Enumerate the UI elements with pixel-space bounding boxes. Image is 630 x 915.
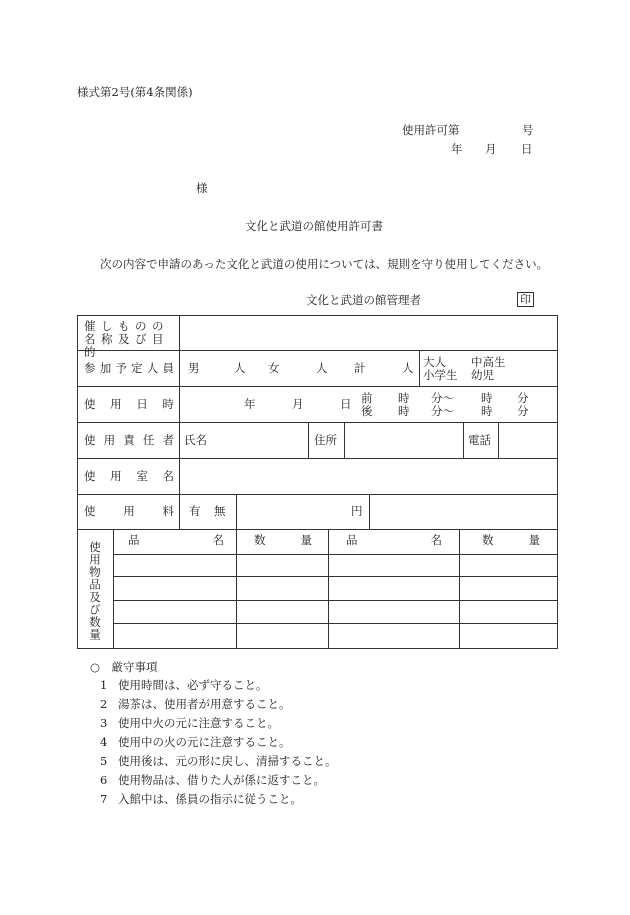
items-label: 使用物品及び数量 xyxy=(88,541,102,641)
name-divider xyxy=(308,422,309,458)
document-title: 文化と武道の館使用許可書 xyxy=(245,219,383,233)
addressee-suffix: 様 xyxy=(196,181,208,195)
phone-label: 電話 xyxy=(468,433,491,447)
intro-text: 次の内容で申請のあった文化と武道の使用については、規則を守り使用してください。 xyxy=(100,257,549,271)
items-row-divider xyxy=(113,623,557,624)
issuer: 文化と武道の館管理者 xyxy=(306,293,421,307)
hour-label: 時 xyxy=(481,391,493,405)
fee-yesno-divider xyxy=(236,494,237,529)
row-divider xyxy=(78,386,557,387)
rule-text: 使用時間は、必ず守ること。 xyxy=(118,678,268,692)
seal-label: 印 xyxy=(517,292,534,307)
rule-item: 6 使用物品は、借りた人が係に返すこと。 xyxy=(100,773,325,787)
items-col-divider xyxy=(236,529,237,648)
row-divider xyxy=(78,458,557,459)
male-label: 男 xyxy=(188,361,200,375)
rule-item: 5 使用後は、元の形に戻し、清掃すること。 xyxy=(100,754,337,768)
fee-yen-divider xyxy=(369,494,370,529)
female-label: 女 xyxy=(268,361,280,375)
room-label: 使 用 室 名 xyxy=(84,469,174,483)
address-label-divider xyxy=(344,422,345,458)
middle-high-label: 中高生 xyxy=(471,355,506,369)
rule-text: 使用物品は、借りた人が係に返すこと。 xyxy=(118,773,325,787)
event-label: 催しものの名称及び目的 xyxy=(84,319,169,359)
name-label: 氏名 xyxy=(184,433,207,447)
am-label: 前 xyxy=(361,391,373,405)
minute-from-label: 分〜 xyxy=(431,391,454,405)
minute-label: 分 xyxy=(517,391,529,405)
attendees-label: 参 加 予 定 人 員 xyxy=(84,361,174,375)
items-row-divider xyxy=(113,600,557,601)
row-divider xyxy=(78,529,557,530)
items-col-qty: 数 量 xyxy=(482,533,540,547)
rule-text: 使用中火の元に注意すること。 xyxy=(118,716,279,730)
fee-no: 無 xyxy=(214,504,226,518)
adult-label: 大人 xyxy=(423,355,446,369)
minute-from-label: 分〜 xyxy=(431,404,454,418)
items-row-divider xyxy=(113,554,557,555)
rule-text: 使用中の火の元に注意すること。 xyxy=(118,735,291,749)
rule-item: 1 使用時間は、必ず守ること。 xyxy=(100,678,268,692)
elementary-label: 小学生 xyxy=(423,368,458,382)
hour-label: 時 xyxy=(481,404,493,418)
form-number: 様式第2号(第4条関係) xyxy=(77,85,193,99)
date-day: 日 xyxy=(340,397,352,411)
total-label: 計 xyxy=(354,361,366,375)
infant-label: 幼児 xyxy=(471,368,494,382)
pm-label: 後 xyxy=(361,404,373,418)
row-divider xyxy=(78,422,557,423)
permit-year: 年 xyxy=(451,142,463,156)
date-month: 月 xyxy=(292,397,304,411)
address-divider xyxy=(463,422,464,458)
fee-yes: 有 xyxy=(189,504,201,518)
person-unit: 人 xyxy=(316,361,328,375)
rule-item: 3 使用中火の元に注意すること。 xyxy=(100,716,279,730)
rule-item: 2 湯茶は、使用者が用意すること。 xyxy=(100,697,291,711)
person-unit: 人 xyxy=(234,361,246,375)
permit-form-table xyxy=(77,315,558,649)
fee-yen: 円 xyxy=(351,504,363,518)
row-divider xyxy=(78,494,557,495)
hour-label: 時 xyxy=(398,404,410,418)
items-col-divider xyxy=(328,529,329,648)
rule-item: 7 入館中は、係員の指示に従うこと。 xyxy=(100,792,302,806)
rule-item: 4 使用中の火の元に注意すること。 xyxy=(100,735,291,749)
rules-header: ○ 厳守事項 xyxy=(90,660,158,674)
datetime-label: 使 用 日 時 xyxy=(84,397,174,411)
responsible-label: 使 用 責 任 者 xyxy=(84,433,174,447)
items-col-item: 品 名 xyxy=(346,533,442,547)
items-col-item: 品 名 xyxy=(128,533,224,547)
rule-text: 湯茶は、使用者が用意すること。 xyxy=(118,697,291,711)
items-label-divider xyxy=(113,529,114,648)
hour-label: 時 xyxy=(398,391,410,405)
phone-label-divider xyxy=(498,422,499,458)
permit-number-suffix: 号 xyxy=(522,123,534,137)
rule-text: 入館中は、係員の指示に従うこと。 xyxy=(118,792,302,806)
seal-mark xyxy=(517,291,534,307)
person-unit: 人 xyxy=(402,361,414,375)
rule-text: 使用後は、元の形に戻し、清掃すること。 xyxy=(118,754,337,768)
date-year: 年 xyxy=(244,397,256,411)
permit-number-prefix: 使用許可第 xyxy=(402,123,460,137)
minute-label: 分 xyxy=(517,404,529,418)
items-row-divider xyxy=(113,576,557,577)
attendee-divider xyxy=(419,350,420,386)
label-col-divider xyxy=(179,316,180,529)
fee-label: 使 用 料 xyxy=(84,504,174,518)
items-col-qty: 数 量 xyxy=(254,533,312,547)
permit-month: 月 xyxy=(485,142,497,156)
permit-day: 日 xyxy=(521,142,533,156)
address-label: 住所 xyxy=(314,433,337,447)
items-col-divider xyxy=(459,529,460,648)
